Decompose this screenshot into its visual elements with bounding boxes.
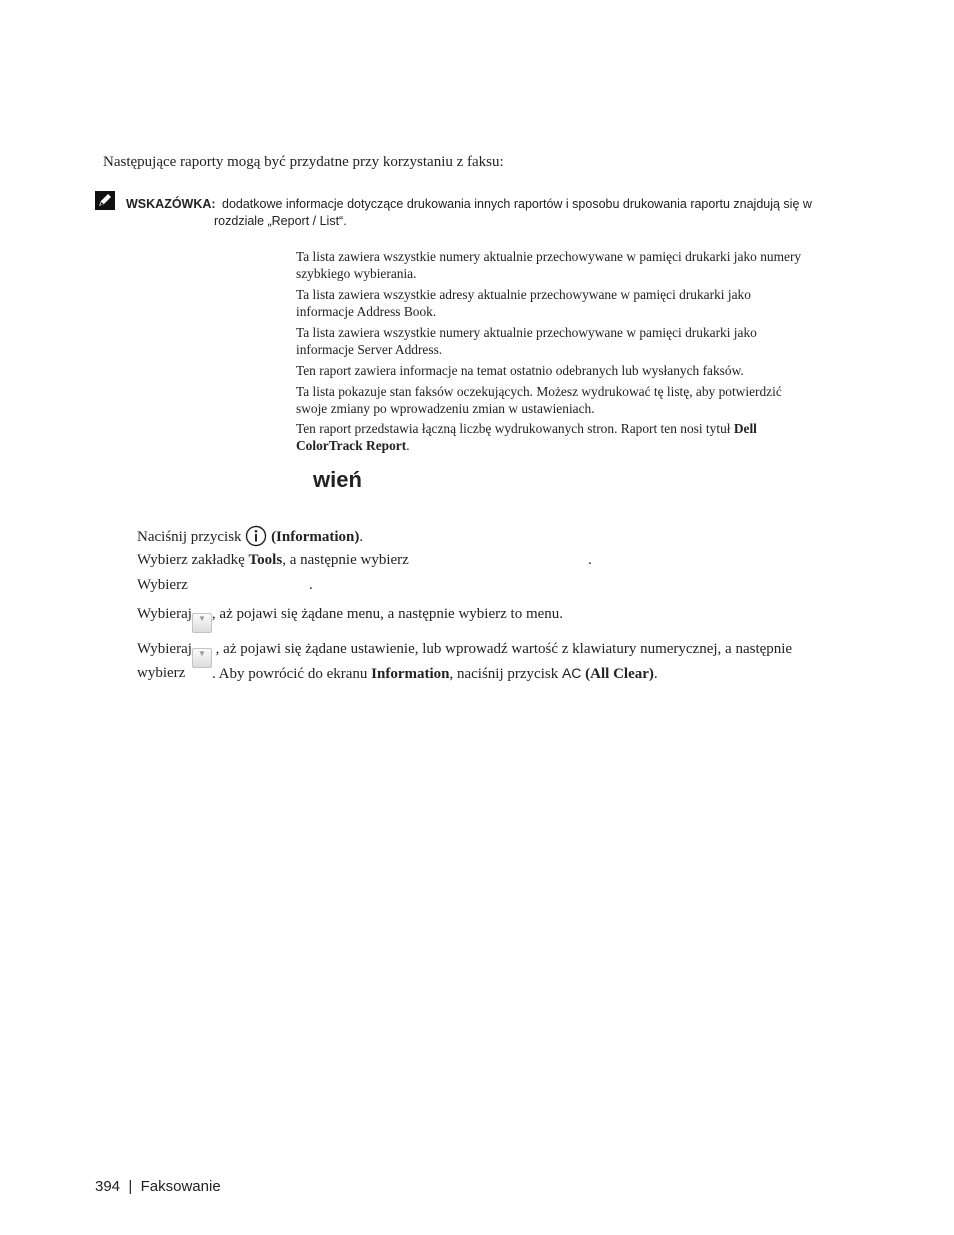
page-footer [95,1178,221,1195]
scroll-down-button[interactable]: ▼ [192,613,212,633]
step-3-end: . [309,577,313,593]
intro-text: Następujące raporty mogą być przydatne przy korzystaniu z faksu: [103,154,504,170]
information-icon[interactable] [245,525,267,552]
note-icon [95,191,115,215]
step-5-line2-start: wybierz [137,665,186,681]
report-desc-fax-activity: Ten raport zawiera informacje na temat ostatnio odebranych lub wysłanych faksów. [296,363,744,378]
page-number: 394 [95,1178,121,1195]
report-desc-address-book: Ta lista zawiera wszystkie adresy aktualnie przechowywane w pamięci drukarki jako informacje Address Book. [296,287,751,319]
section-heading: wień [313,467,362,492]
report-desc-speed-dial: Ta lista zawiera wszystkie numery aktualnie przechowywane w pamięci drukarki jako numery szybkiego wybierania. [296,249,802,281]
report-desc-print-volume: Ten raport przedstawia łączną liczbę wydrukowanych stron. Raport ten nosi tytuł Dell ColorTrack Report. [296,421,757,453]
report-desc-pending-fax: Ta lista pokazuje stan faksów oczekujących. Możesz wydrukować tę listę, aby potwierdzić swoje zmiany po wprowadzeniu zmian w ustawieniach. [296,384,782,416]
step-5-line2: . Aby powrócić do ekranu Information, naciśnij przycisk AC (All Clear). [212,665,658,682]
scroll-down-button[interactable]: ▼ [192,648,212,668]
note-label: WSKAZÓWKA: [126,197,216,211]
step-2: Wybierz zakładkę Tools, a następnie wybierz [137,552,409,568]
note-text-line2: rozdziale „Report / List“. [214,214,347,228]
note-text-line1: dodatkowe informacje dotyczące drukowania innych raportów i sposobu drukowania raportu znajdują się w [222,197,812,211]
footer-separator: | [128,1178,133,1195]
step-3: Wybierz [137,577,188,593]
step-2-end: . [588,552,592,568]
step-5-line1: Wybieraj ▼ , aż pojawi się żądane ustawienie, lub wprowadź wartość z klawiatury numerycznej, a następnie [137,641,792,668]
all-clear-icon[interactable]: AC [561,665,582,681]
step-4: Wybieraj ▼ , aż pojawi się żądane menu, a następnie wybierz to menu. [137,606,563,633]
step-1: Naciśnij przycisk (Information). [137,525,363,552]
report-desc-server-address: Ta lista zawiera wszystkie numery aktualnie przechowywane w pamięci drukarki jako informacje Server Address. [296,325,757,357]
footer-section: Faksowanie [140,1178,221,1195]
